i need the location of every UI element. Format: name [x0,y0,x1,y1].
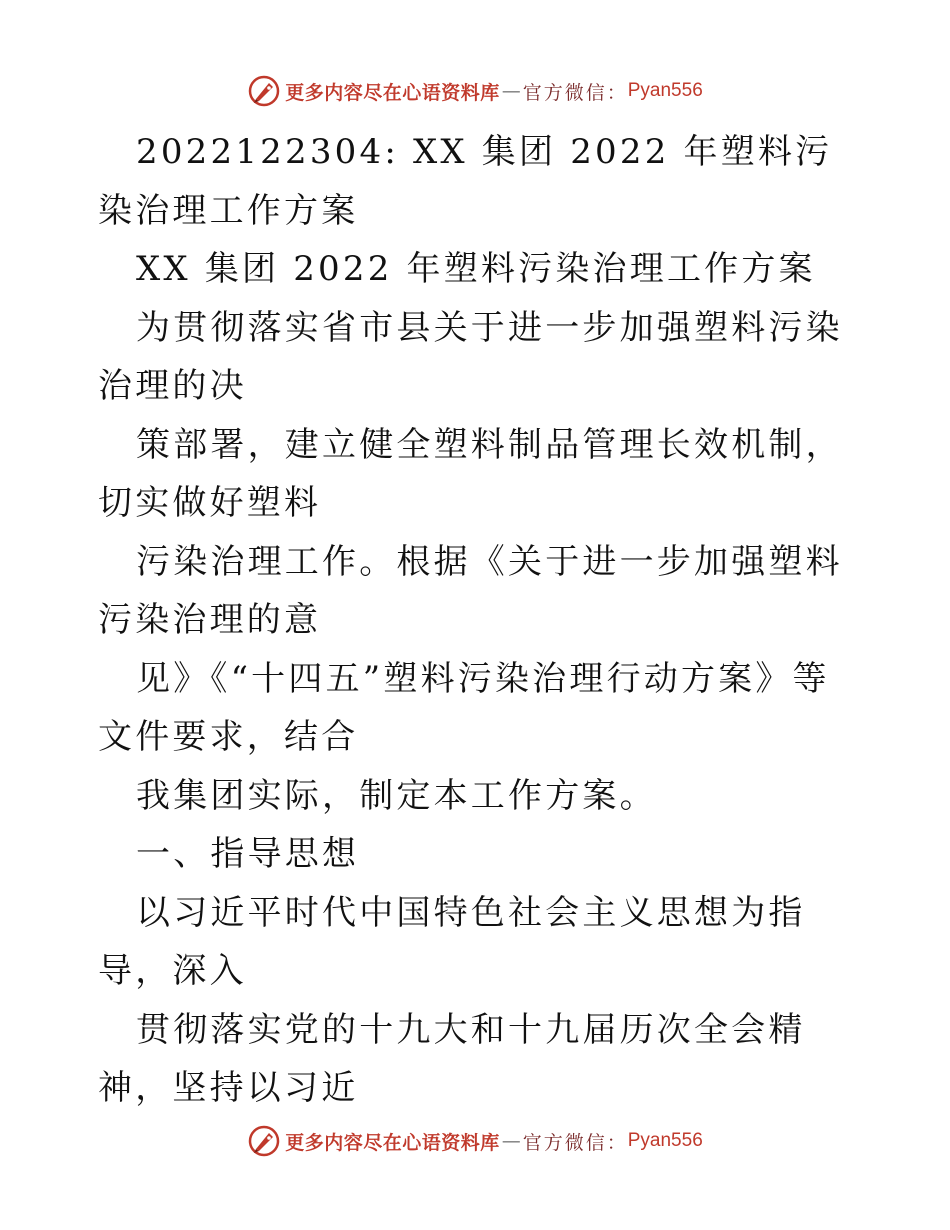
banner-title: 更多内容尽在心语资料库 [285,1131,500,1154]
pen-logo-icon [247,1124,281,1158]
body-paragraph: 以习近平时代中国特色社会主义思想为指导，深入 [98,892,806,991]
banner-wechat-label: 官方微信： [522,1131,628,1154]
document-title: 2022122304: XX 集团 2022 年塑料污染治理工作方案 [98,132,833,231]
banner-title: 更多内容尽在心语资料库 [285,81,500,104]
body-paragraph: 为贯彻落实省市县关于进一步加强塑料污染治理的决 [98,307,843,406]
banner-dash: — [501,1130,521,1152]
header-banner [0,71,950,111]
banner-wechat-label: 官方微信： [522,81,628,104]
pen-logo-icon [247,74,281,108]
body-paragraph: 贯彻落实党的十九大和十九届历次全会精神，坚持以习近 [98,1009,806,1108]
document-body [98,123,858,1118]
footer-banner [0,1121,950,1161]
banner-dash: — [501,80,521,102]
banner-wechat-id: Pyan556 [627,1130,703,1151]
document-subtitle: XX 集团 2022 年塑料污染治理工作方案 [136,249,816,289]
body-paragraph: 见》《“十四五”塑料污染治理行动方案》等文件要求，结合 [98,658,830,757]
section-heading: 一、指导思想 [136,834,360,874]
banner-wechat-id: Pyan556 [627,80,703,101]
body-paragraph: 策部署，建立健全塑料制品管理长效机制，切实做好塑料 [98,424,843,523]
body-paragraph: 我集团实际，制定本工作方案。 [136,775,657,816]
body-paragraph: 污染治理工作。根据《关于进一步加强塑料污染治理的意 [98,541,843,640]
